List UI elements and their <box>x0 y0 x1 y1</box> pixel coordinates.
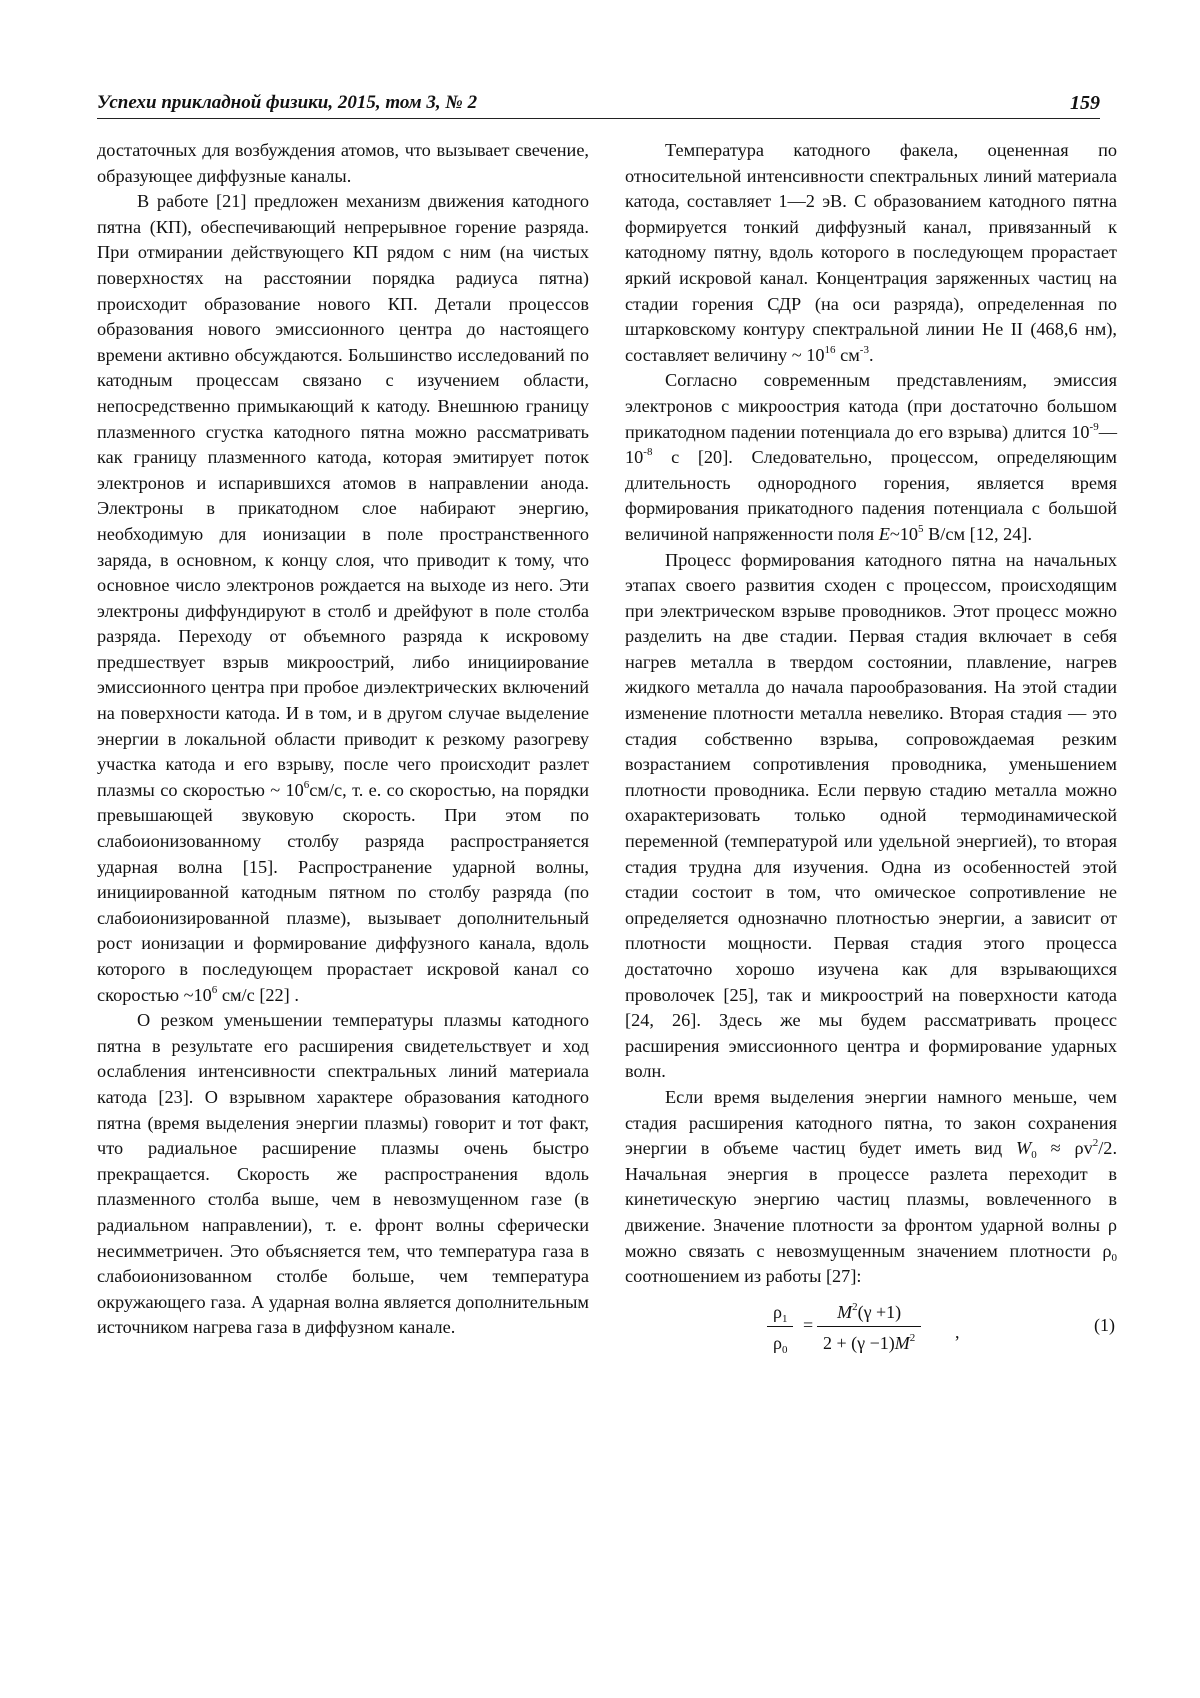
paragraph: достаточных для возбуждения атомов, что вызывает свечение, образующее диффузные каналы. <box>97 140 589 186</box>
equation-1: $\frac{\rho_1}{\rho_0}$ = $\frac{M^2(\gamma +1)}{2 + (\gamma -1)M^2}$ , (1) <box>625 1300 1117 1368</box>
right-column <box>625 138 1117 1368</box>
paragraph: Если время выделения энергии намного меньше, чем стадия расширения катодного пятна, то закон сохранения энергии в объеме частиц будет иметь вид $W_0 \approx \rho v^2/2$. Начальная энергия в процессе разлета переходит в кинетическую энергию частиц плазмы, вовлеченного в движение. Значение плотности за фронтом ударной волны ρ можно связать с невозмущенным значением плотности $\rho_0$ соотношением из работы [27]: <box>625 1086 1118 1287</box>
density-ratio-fraction: $\frac{\rho_1}{\rho_0}$ <box>767 1300 793 1355</box>
page-number: 159 <box>1070 92 1100 114</box>
paragraph: О резком уменьшении температуры плазмы катодного пятна в результате его расширения свидетельствует и ход ослабления интенсивности спектральных линий материала катода [23]. О взрывном характере образования катодного пятна (время выделения энергии плазмы) говорит и тот факт, что радиальное расширение плазмы очень быстро прекращается. Скорость же распространения вдоль плазменного столба выше, чем в невозмущенном газе (в радиальном направлении), т. е. фронт волны сферически несимметричен. Это объясняется тем, что температура газа в слабоионизованном столбе больше, чем температура окружающего газа. А ударная волна является дополнительным источником нагрева газа в диффузном канале. <box>97 1010 589 1338</box>
mach-fraction: $\frac{M^2(\gamma +1)}{2 + (\gamma -1)M^2}$ <box>817 1300 921 1355</box>
paragraph: Процесс формирования катодного пятна на начальных этапах своего развития сходен с процессом, происходящим при электрическом взрыве проводников. Этот процесс можно разделить на две стадии. Первая стадия включает в себя нагрев металла в твердом состоянии, плавление, нагрев жидкого металла до начала парообразования. На этой стадии изменение плотности металла невелико. Вторая стадия — это стадия собственно взрыва, сопровождаемая резким возрастанием сопротивления проводника, уменьшением плотности проводника. Если первую стадию металла можно охарактеризовать только одной термодинамической переменной (температурой или удельной энергией), то вторая стадия трудна для изучения. Одна из особенностей этой стадии состоит в том, что омическое сопротивление не определяется однозначно плотностью энергии, а зависит от плотности мощности. Первая стадия этого процесса достаточно хорошо изучена как для взрывающихся проволочек [25], так и микроострий на поверхности катода [24, 26]. Здесь же мы будем рассматривать процесс расширения эмиссионного центра и формирование ударных волн. <box>625 549 1117 1082</box>
equals-sign: = <box>803 1314 814 1335</box>
paragraph: Согласно современным представлениям, эмиссия электронов с микроострия катода (при достаточно большом прикатодном падении потенциала до его взрыва) длится $10^{-9}—10^{-8}$ с [20]. Следовательно, процессом, определяющим длительность однородного горения, является время формирования прикатодного падения потенциала с большой величиной напряженности поля $E\sim 10^5$ В/см [12, 24]. <box>625 370 1117 544</box>
header-rule <box>97 118 1100 119</box>
equation-number: (1) <box>1094 1314 1115 1335</box>
paragraph: В работе [21] предложен механизм движения катодного пятна (КП), обеспечивающий непрерывное горение разряда. При отмирании действующего КП рядом с ним (на чистых поверхностях на расстоянии порядка радиуса пятна) происходит образование нового КП. Детали процессов образования нового эмиссионного центра до настоящего времени активно обсуждаются. Большинство исследований по катодным процессам связано с изучением области, непосредственно примыкающий к катоду. Внешнюю границу плазменного сгустка катодного пятна можно рассматривать как границу плазменного катода, которая эмитирует поток электронов и испарившихся атомов в направлении анода. Электроны в прикатодном слое набирают энергию, необходимую для ионизации в поле пространственного заряда, в основном, к концу слоя, что приводит к тому, что основное число электронов рождается на выходе из него. Эти электроны диффундируют в столб и дрейфуют в поле столба разряда. Переходу от объемного разряда к искровому предшествует взрыв микроострий, либо инициирование эмиссионного центра при пробое диэлектрических включений на поверхности катода. И в том, и в другом случае выделение энергии в локальной области приводит к резкому разогреву участка катода и его взрыву, после чего происходит разлет плазмы со скоростью ~ $10^6см/с$, т. е. со скоростью, на порядки превышающей звуковую скорость. При этом по слабоионизованному столбу разряда распространяется ударная волна [15]. Распространение ударной волны, инициированной катодным пятном по столбу разряда (по слабоионизированной плазме), вызывает дополнительный рост ионизации и формирование диффузного канала, вдоль которого в последующем прорастает искровой канал со скоростью $\sim 10^6$ см/с [22] . <box>97 191 589 1005</box>
journal-title: Успехи прикладной физики, 2015, том 3, № 2 <box>97 92 478 113</box>
paragraph: Температура катодного факела, оцененная по относительной интенсивности спектральных линий материала катода, составляет 1—2 эВ. С образованием катодного пятна формируется тонкий диффузный канал, привязанный к катодному пятну, вдоль которого в последующем прорастает яркий искровой канал. Концентрация заряженных частиц на стадии горения СДР (на оси разряда), определенная по штарковскому контуру спектральной линии He II (468,6 нм), составляет величину ~ $10^{16}$ $см^{-3}$. <box>625 140 1117 365</box>
left-column <box>97 138 589 1341</box>
